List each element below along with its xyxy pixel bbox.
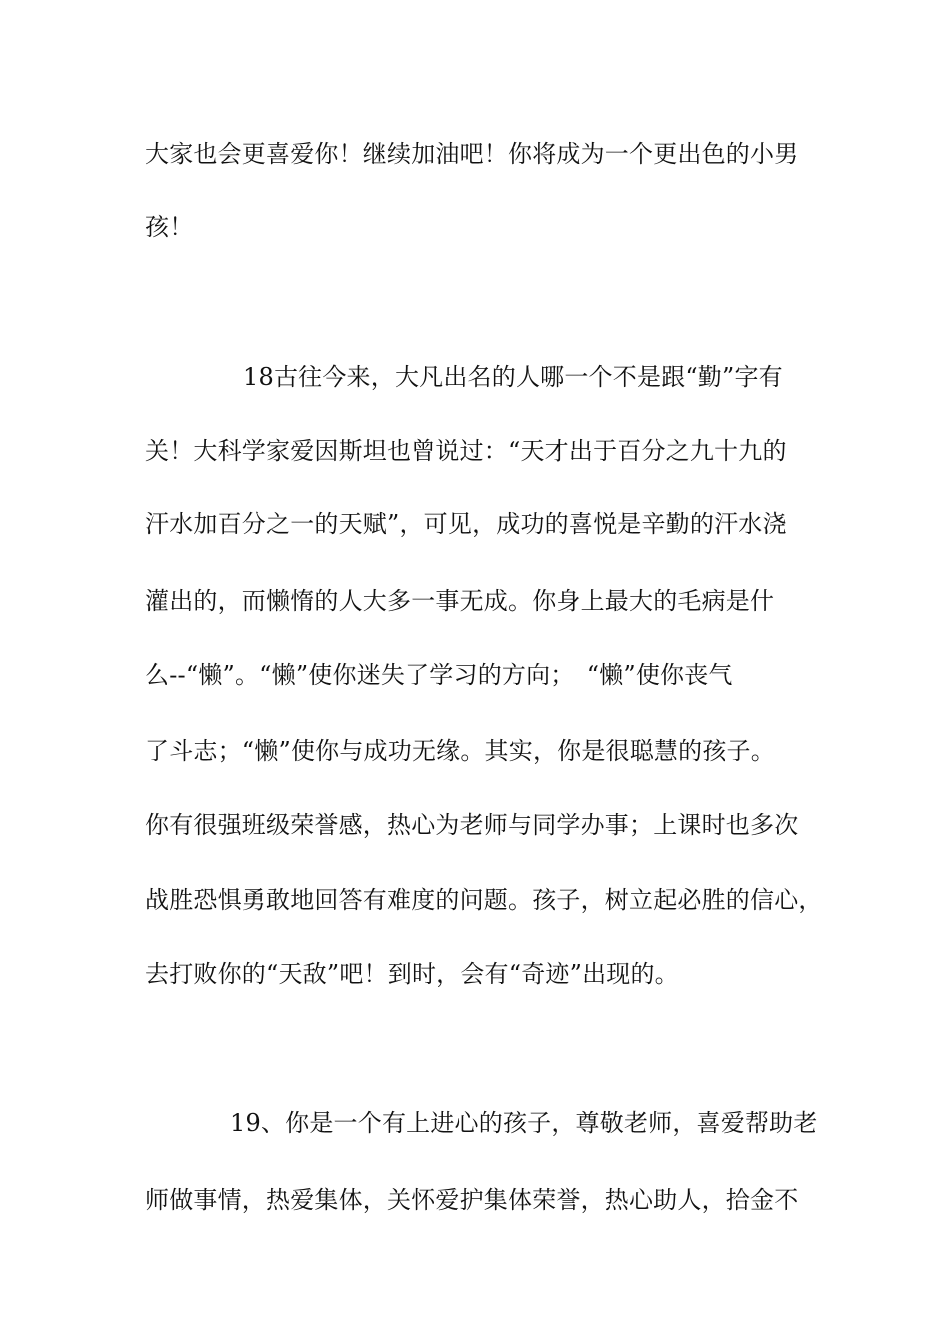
text-line: 关！大科学家爱因斯坦也曾说过：“天才出于百分之九十九的 [145,437,787,465]
text-line: 孩！ [145,213,194,241]
text-line: 大家也会更喜爱你！继续加油吧！你将成为一个更出色的小男 [145,140,799,168]
text-line: 去打败你的“天敌”吧！到时，会有“奇迹”出现的。 [145,960,679,988]
text-line: 你有很强班级荣誉感，热心为老师与同学办事；上课时也多次 [145,811,799,839]
text-line: 灌出的，而懒惰的人大多一事无成。你身上最大的毛病是什 [145,587,775,615]
paragraph-19-first-line: 19、你是一个有上进心的孩子，尊敬老师，喜爱帮助老 [230,1109,818,1137]
paragraph-18-first-line: 18古往今来，大凡出名的人哪一个不是跟“勤”字有 [243,363,783,391]
text-line: 了斗志；“懒”使你与成功无缘。其实，你是很聪慧的孩子。 [145,737,775,765]
text-line: 汗水加百分之一的天赋”，可见，成功的喜悦是辛勤的汗水浇 [145,510,787,538]
text-line: 么--“懒”。“懒”使你迷失了学习的方向； “懒”使你丧气 [145,661,733,689]
text-line: 战胜恐惧勇敢地回答有难度的问题。孩子，树立起必胜的信心， [145,886,823,914]
text-line: 师做事情，热爱集体，关怀爱护集体荣誉，热心助人，拾金不 [145,1186,799,1214]
